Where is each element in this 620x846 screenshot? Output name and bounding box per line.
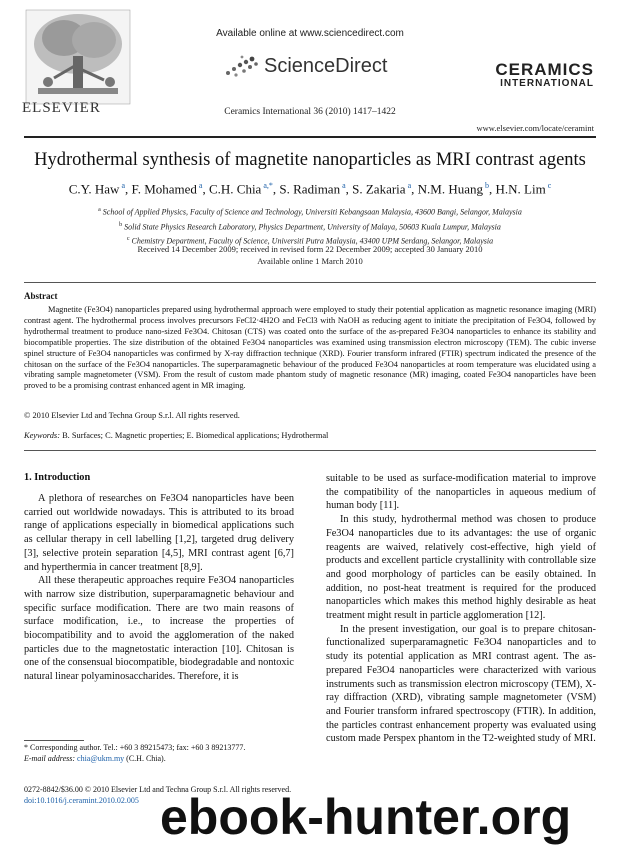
author-name: C.H. Chia: [208, 181, 262, 197]
abstract-text: Magnetite (Fe3O4) nanoparticles prepared using hydrothermal approach were employed to study their potential application as magnetic resonance imaging (MRI) contrast agent. The hydrothermal process involves precursors FeCl2·4H2O and FeCl3 with NaOH as reducing agent to initiate the precipitation of Fe3O4, followed by hydrothermal treatment to produce nano-sized Fe3O4. Chitosan (CTS) was coated onto the surface of the as-prepared Fe3O4 nanoparticles to enhance its stability and biocompatible properties. The size distribution of the obtained Fe3O4 nanoparticles was examined using transmission electron microscopy (TEM). The cubic inverse spinel structure of Fe3O4 nanoparticles was confirmed by X-ray diffraction technique (XRD). Fourier transform infrared (FTIR) spectrum indicated the presence of the chitosan on the surface of the Fe3O4 nanoparticles. The superparamagnetic behaviour of the produced Fe3O4 nanoparticles at room temperature was elucidated using a vibrating sample magnetometer (VSM). From the result of custom made phantom study of magnetic resonance (MR) imaging, coated Fe3O4 nanoparticles have been proved to be a promising contrast enhanced agent in MR imaging.: [24, 305, 596, 391]
affiliation-text: Solid State Physics Research Laboratory, Physics Department, University of Malaya, 50603 Kuala Lumpur, Malaysia: [122, 222, 501, 232]
journal-logo-line1: CERAMICS: [495, 60, 594, 79]
article-dates: [24, 244, 596, 267]
email-link[interactable]: chia@ukm.my: [77, 753, 125, 763]
email-label: E-mail address:: [24, 753, 76, 763]
header-divider: [24, 136, 596, 138]
affiliation-text: School of Applied Physics, Faculty of Science and Technology, Universiti Kebangsaan Malaysia, 43600 Bangi, Selangor, Malaysia: [100, 207, 522, 217]
author-name: N.M. Huang: [417, 181, 483, 197]
author-name: S. Zakaria: [352, 181, 406, 197]
issn-line: 0272-8842/$36.00 © 2010 Elsevier Ltd and Techna Group S.r.l. All rights reserved.: [24, 785, 292, 794]
affiliation-text: Chemistry Department, Faculty of Science, Universiti Putra Malaysia, 43400 UPM Serdang, Selangor, Malaysia: [129, 236, 494, 246]
keywords: [24, 431, 596, 440]
intro-paragraph-1: A plethora of researches on Fe3O4 nanoparticles have been carried out worldwide nowadays. This is attributed to its broad range of applications especially in biomedical applications such as cellular therapy in cell labelling [1,2], targeted drug delivery [3], selective protein separation [4,5], MRI contrast agent [6,7] and hyperthermia in cancer treatment [8,9].: [24, 493, 294, 573]
author-affiliation-mark[interactable]: a: [196, 181, 203, 190]
abstract-copyright: © 2010 Elsevier Ltd and Techna Group S.r.l. All rights reserved.: [24, 411, 240, 420]
keywords-label: Keywords:: [24, 431, 60, 440]
affiliation-mark: c: [126, 236, 130, 243]
intro-paragraph-5: In the present investigation, our goal is to prepare chitosan-functionalized superparamagnetic Fe3O4 nanoparticles and to study its potential application as MRI contrast agent. The as-prepared Fe3O4 nanoparticles were characterized with various instruments such as transmission electron microscopy (TEM), X-ray diffraction (XRD), vibrating sample magnetometer (VSM) and Fourier transform infrared spectroscopy (FTIR). In addition, the particles contrast enhancement property was evaluated using custom made Perspex phantom in the T2-weighted study of MRI.: [326, 623, 596, 745]
affiliation-mark: b: [119, 221, 123, 228]
intro-paragraph-2: All these therapeutic approaches require Fe3O4 nanoparticles with narrow size distribution, superparamagnetic behaviour and specific surface modification. There are two main reasons of surface modification, i.e., to increase the properties of biocompatibility and to avoid the agglomeration of the naked particles due to the magnetostatic interaction [10]. Chitosan is one of the consensual biocompatible, biodegradable and nontoxic natural linear polyaminosaccharides. Therefore, it is: [24, 575, 294, 683]
author-affiliation-mark[interactable]: b: [482, 181, 489, 190]
received-dates: Received 14 December 2009; received in revised form 22 December 2009; accepted 30 January 2010: [137, 244, 483, 254]
sciencedirect-wordmark: ScienceDirect: [264, 55, 388, 77]
affiliation-line: [24, 219, 596, 234]
section-heading-introduction: 1. Introduction: [24, 472, 91, 483]
elsevier-tree-logo: [24, 8, 132, 106]
author-affiliation-mark[interactable]: c: [545, 181, 552, 190]
sciencedirect-dots-icon: [222, 53, 262, 79]
journal-logo: [470, 60, 594, 89]
doi-link[interactable]: doi:10.1016/j.ceramint.2010.02.005: [24, 795, 139, 805]
publisher-name: ELSEVIER: [22, 100, 101, 116]
keywords-text: B. Surfaces; C. Magnetic properties; E. Biomedical applications; Hydrothermal: [62, 431, 329, 440]
watermark: ebook-hunter.org: [160, 789, 572, 845]
right-column: [326, 472, 596, 746]
available-online-date: Available online 1 March 2010: [257, 255, 363, 266]
author-name: C.Y. Haw: [68, 181, 120, 197]
journal-site-url[interactable]: www.elsevier.com/locate/ceramint: [476, 123, 594, 133]
journal-reference: Ceramics International 36 (2010) 1417–1422: [224, 107, 396, 117]
affiliation-list: [24, 204, 596, 248]
body-divider: [24, 450, 596, 451]
email-suffix: (C.H. Chia).: [126, 753, 166, 763]
author-name: H.N. Lim: [495, 181, 546, 197]
corresponding-author-footnote: [24, 743, 304, 764]
sciencedirect-logo: [222, 47, 412, 87]
journal-logo-line2: INTERNATIONAL: [500, 78, 594, 89]
abstract-divider: [24, 282, 596, 283]
available-online-text: Available online at www.sciencedirect.com: [216, 28, 404, 39]
author-affiliation-mark[interactable]: a: [405, 181, 412, 190]
footnote-divider: [24, 740, 84, 741]
article-title: Hydrothermal synthesis of magnetite nanoparticles as MRI contrast agents: [34, 150, 586, 170]
intro-paragraph-3: suitable to be used as surface-modification material to improve the compatibility of the nanoparticles in aqueous medium of human body [11].: [326, 473, 596, 512]
author-list: C.Y. Haw $^a$, F. Mohamed $^a$, C.H. Chia $^{a,*}$, S. Radiman $^a$, S. Zakaria $^a$, N.M. Huang $^b$, H.N. Lim $^c$: [68, 181, 552, 197]
author-affiliation-mark[interactable]: a: [119, 181, 125, 190]
affiliation-line: [24, 204, 596, 219]
author-affiliation-mark[interactable]: a: [340, 181, 346, 190]
left-column: [24, 492, 294, 684]
author-name: S. Radiman: [279, 181, 341, 197]
abstract-heading: Abstract: [24, 291, 58, 301]
author-name: F. Mohamed: [131, 181, 197, 197]
author-affiliation-mark[interactable]: a,*: [261, 181, 273, 190]
intro-paragraph-4: In this study, hydrothermal method was chosen to produce Fe3O4 nanoparticles due to its advantages: the use of organic reagents are waived, relatively cost-effective, high yield of products and excellent particle crystallinity with controllable size and good morphology of particles can be easily obtained. In addition, no post-heat treatment is required for the produced nanoparticles which makes this method highly desirable as heat treatment might result in particle agglomeration [12].: [326, 514, 596, 622]
affiliation-mark: a: [98, 207, 101, 213]
corresponding-author-line: * Corresponding author. Tel.: +60 3 89215473; fax: +60 3 89213777.: [24, 743, 246, 752]
